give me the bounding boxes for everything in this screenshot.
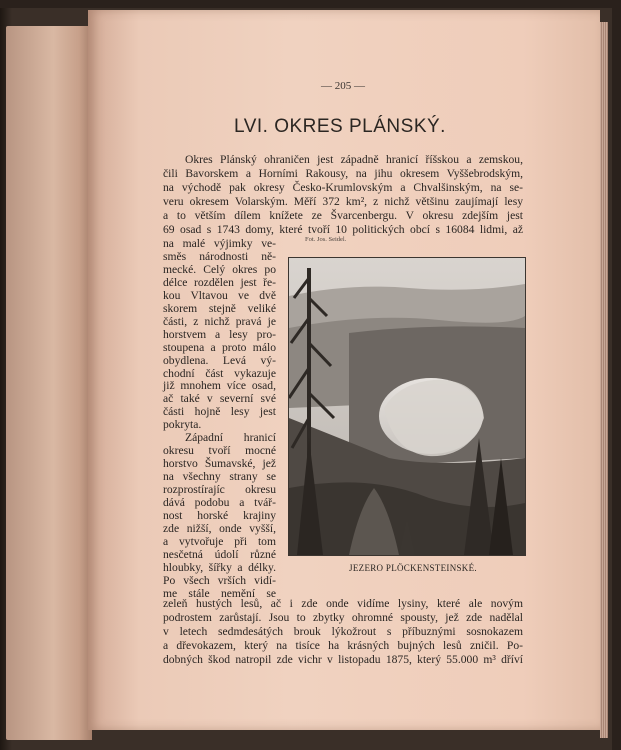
page-edges [600, 22, 608, 738]
body-line: okresu tvoří mocné [163, 444, 276, 458]
body-line: čili Bavorskem a Horními Rakousy, na jihu okresem Vyššebrodským, [163, 167, 523, 180]
body-line: délce rozdělen jest ře- [163, 275, 276, 289]
body-line: Okres Plánský ohraničen jest západně hranicí říšskou a zemskou, [185, 153, 523, 166]
body-line: 69 osad s 1743 domy, které tvoří 10 politických obcí s 16084 lidmi, až [163, 223, 523, 236]
body-line: kou Vltavou ve dvě [163, 288, 276, 302]
body-line: na malé výjimky ve- [163, 237, 276, 250]
body-line: skorem stejně veliké [163, 301, 276, 315]
page-number: — 205 — [321, 80, 365, 92]
body-line: a vytvořuje při tom [163, 534, 276, 548]
body-line: stoupena a proto málo [163, 340, 276, 354]
body-line: a to větším dílem knížete ze Švarcenbergu. V okresu zdejším jest [163, 209, 523, 222]
body-line: dává podobu a tvář- [163, 496, 276, 509]
body-line: zde nižší, onde vyšší, [163, 521, 276, 535]
body-line: podrostem zarůstají. Jsou to zbytky ohromné spousty, jež zde nadělal [163, 611, 523, 624]
body-line: směs národnosti ně- [163, 249, 276, 263]
lake-photo-illustration [289, 258, 525, 555]
body-line: již mnohem více osad, [163, 379, 276, 393]
body-line: ač také v severní své [163, 392, 276, 406]
body-line: části, z nichž pravá je [163, 314, 276, 328]
body-line: Západní hranicí [185, 431, 276, 445]
body-line: na východě pak okresy Česko-Krumlovským a Chvalšinským, na se- [163, 181, 523, 194]
body-line: v letech sedmdesátých brouk lýkožrout s příbuznými sosnokazem [163, 625, 523, 638]
body-line: horstvo Šumavské, jež [163, 457, 276, 471]
body-line: hloubky, šířky a délky. [163, 560, 276, 574]
photo-caption: JEZERO PLÖCKENSTEINSKÉ. [349, 563, 477, 573]
body-line: mecké. Celý okres po [163, 262, 276, 276]
body-line: nesčetná údolí různé [163, 547, 276, 561]
left-page [6, 26, 92, 740]
body-line: Po všech vrších vidí- [163, 573, 276, 587]
body-line: části hojně lesy jest [163, 405, 276, 419]
body-line: rozprostírajíc okresu [163, 483, 276, 497]
body-line: me stále nemění se [163, 586, 276, 600]
body-line: obydlena. Levá vý- [163, 353, 276, 367]
chapter-title: LVI. OKRES PLÁNSKÝ. [234, 116, 446, 137]
body-line: zeleň hustých lesů, ač i zde onde vidíme lysiny, které ale novým [163, 597, 523, 610]
body-line: dobných škod natropil zde vichr v listopadu 1875, který 55.000 m³ dříví [163, 653, 523, 666]
body-line: na všechny strany se [163, 470, 276, 484]
lake-photo [288, 257, 526, 556]
body-line: chodní část vykazuje [163, 366, 276, 380]
body-line: pokryta. [163, 418, 202, 432]
body-line: a dřevokazem, který na tisíce ha krásných bujných lesů zničil. Po- [163, 639, 523, 652]
photo-credit: Fot. Jos. Seidel. [305, 236, 347, 243]
body-line: veru okresem Volarským. Měří 372 km², z nichž většinu zaujímají lesy [163, 195, 523, 208]
body-line: horstvem a lesy pro- [163, 327, 276, 341]
body-line: nost horské krajiny [163, 508, 276, 522]
